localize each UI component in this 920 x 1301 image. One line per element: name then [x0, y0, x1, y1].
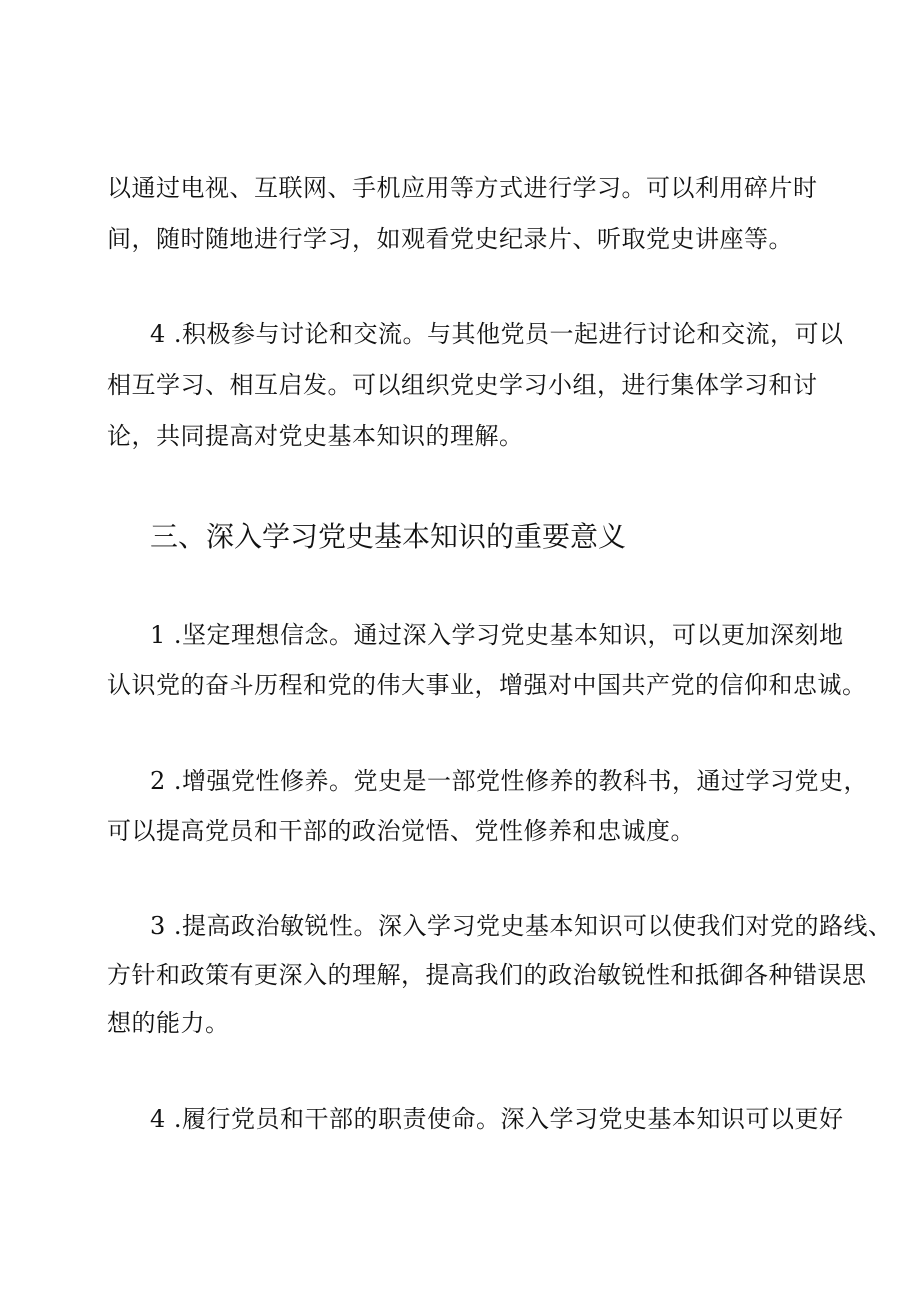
paragraph-line: 4 .积极参与讨论和交流。与其他党员一起进行讨论和交流，可以 [150, 320, 844, 348]
paragraph-line: 想的能力。 [107, 1009, 230, 1037]
paragraph-line: 4 .履行党员和干部的职责使命。深入学习党史基本知识可以更好 [150, 1105, 844, 1133]
paragraph-line: 论，共同提高对党史基本知识的理解。 [107, 422, 524, 450]
section-heading: 三、深入学习党史基本知识的重要意义 [150, 520, 627, 553]
paragraph-line: 认识党的奋斗历程和党的伟大事业，增强对中国共产党的信仰和忠诚。 [107, 671, 867, 699]
paragraph-line: 3 .提高政治敏锐性。深入学习党史基本知识可以使我们对党的路线、 [150, 912, 893, 940]
paragraph-line: 以通过电视、互联网、手机应用等方式进行学习。可以利用碎片时 [107, 174, 818, 202]
paragraph-line: 2 .增强党性修养。党史是一部党性修养的教科书，通过学习党史， [150, 767, 869, 795]
paragraph-line: 1 .坚定理想信念。通过深入学习党史基本知识，可以更加深刻地 [150, 621, 844, 649]
paragraph-line: 可以提高党员和干部的政治觉悟、党性修养和忠诚度。 [107, 817, 695, 845]
paragraph-line: 相互学习、相互启发。可以组织党史学习小组，进行集体学习和讨 [107, 371, 818, 399]
paragraph-line: 间，随时随地进行学习，如观看党史纪录片、听取党史讲座等。 [107, 225, 793, 253]
paragraph-line: 方针和政策有更深入的理解，提高我们的政治敏锐性和抵御各种错误思 [107, 961, 867, 989]
